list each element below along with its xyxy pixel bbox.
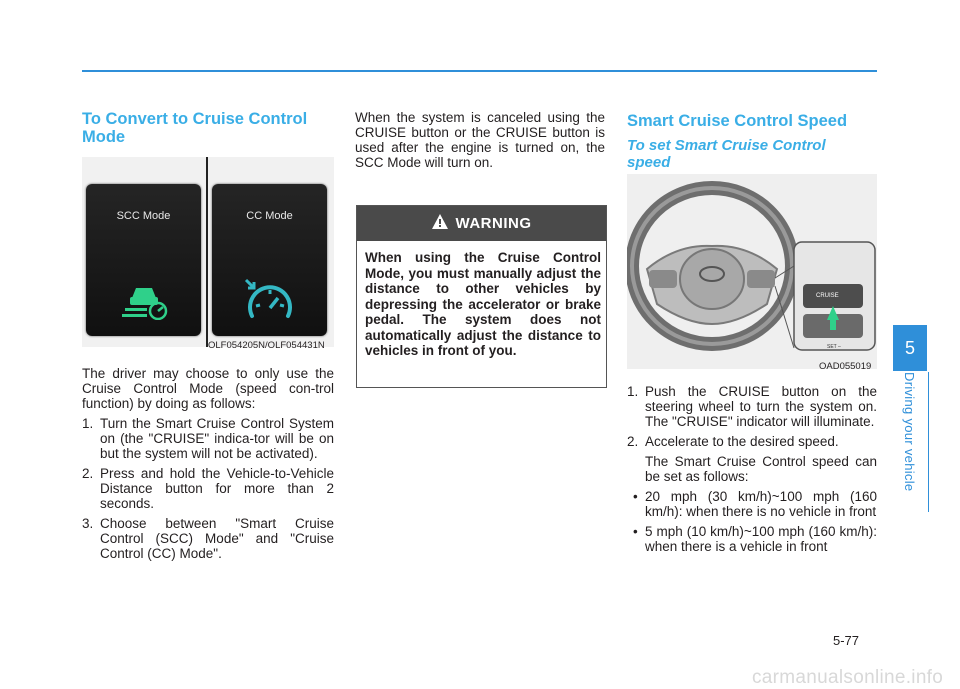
chapter-tab: 5 bbox=[893, 325, 927, 371]
list-item bbox=[627, 384, 877, 429]
cc-mode-panel bbox=[212, 184, 327, 336]
step-text: Turn the Smart Cruise Control System on (the "CRUISE" indica-tor will be on but the system will not be activated). bbox=[100, 416, 334, 461]
subheading-set-speed: To set Smart Cruise Control speed bbox=[627, 137, 826, 171]
cc-mode-label: CC Mode bbox=[246, 210, 293, 222]
step-text: Press and hold the Vehicle-to-Vehicle Distance button for more than 2 seconds. bbox=[100, 466, 334, 511]
bullet-text: 20 mph (30 km/h)~100 mph (160 km/h): when there is no vehicle in front bbox=[645, 489, 877, 519]
speed-steps-list bbox=[627, 384, 877, 449]
list-item bbox=[82, 516, 334, 561]
top-rule bbox=[82, 70, 877, 72]
bullet-text: 5 mph (10 km/h)~100 mph (160 km/h): when there is a vehicle in front bbox=[645, 524, 877, 554]
cancel-paragraph: When the system is canceled using the CRUISE button or the CRUISE button is used after the engine is turned on, the SCC Mode will turn on. bbox=[355, 110, 605, 170]
page-number: 5-77 bbox=[833, 633, 860, 648]
section-heading-convert: To Convert to Cruise Control Mode bbox=[82, 110, 308, 146]
figure-caption-right: OAD055019 bbox=[819, 361, 872, 372]
steering-wheel-figure bbox=[627, 174, 877, 369]
figure-divider bbox=[206, 157, 208, 347]
warning-box bbox=[356, 205, 607, 388]
list-item bbox=[82, 466, 334, 511]
mode-figure bbox=[82, 157, 334, 347]
step-text: Push the CRUISE button on the steering wheel to turn the system on. The "CRUISE" indicator will illuminate. bbox=[645, 384, 877, 429]
figure-caption-left: OLF054205N/OLF054431N bbox=[208, 340, 325, 351]
speed-intro: The Smart Cruise Control speed can be set as follows: bbox=[645, 454, 877, 484]
right-column bbox=[627, 110, 877, 171]
step-number: 2. bbox=[82, 466, 94, 481]
left-column bbox=[82, 110, 334, 146]
speedometer-icon bbox=[242, 276, 298, 322]
step-text: Accelerate to the desired speed. bbox=[645, 434, 839, 449]
chapter-line bbox=[928, 372, 929, 512]
left-text bbox=[82, 366, 334, 566]
scc-mode-label: SCC Mode bbox=[116, 210, 171, 222]
warning-title: WARNING bbox=[455, 215, 532, 232]
chapter-title: Driving your vehicle bbox=[902, 372, 917, 492]
scc-mode-panel bbox=[86, 184, 201, 336]
step-number: 1. bbox=[627, 384, 639, 399]
warning-icon bbox=[432, 207, 448, 242]
scc-car-icon bbox=[122, 284, 170, 320]
step-number: 1. bbox=[82, 416, 94, 431]
cruise-button-label: CRUISE bbox=[816, 293, 839, 299]
step-text: Choose between "Smart Cruise Control (SCC) Mode" and "Cruise Control (CC) Mode". bbox=[100, 516, 334, 561]
bullet-icon: • bbox=[633, 524, 638, 539]
list-item bbox=[627, 434, 877, 449]
convert-steps-list bbox=[82, 416, 334, 561]
watermark: carmanualsonline.info bbox=[752, 667, 944, 688]
speed-bullets bbox=[627, 489, 877, 554]
warning-body: When using the Cruise Control Mode, you must manually adjust the distance to other vehicles by depressing the accelerator or brake pedal. The system does not automatically adjust the distance to vehicles in front of you. bbox=[365, 250, 601, 358]
section-heading-speed: Smart Cruise Control Speed bbox=[627, 112, 848, 130]
intro-text: The driver may choose to only use the Cruise Control Mode (speed con-trol function) by doing as follows: bbox=[82, 366, 334, 411]
right-text bbox=[627, 384, 877, 559]
warning-bar bbox=[357, 206, 606, 241]
set-button-label: SET – bbox=[827, 344, 841, 350]
bullet-icon: • bbox=[633, 489, 638, 504]
list-item bbox=[627, 524, 877, 554]
step-number: 3. bbox=[82, 516, 94, 531]
step-number: 2. bbox=[627, 434, 639, 449]
steering-wheel-illustration bbox=[627, 174, 877, 369]
middle-column bbox=[355, 110, 605, 170]
list-item bbox=[82, 416, 334, 461]
list-item bbox=[627, 489, 877, 519]
